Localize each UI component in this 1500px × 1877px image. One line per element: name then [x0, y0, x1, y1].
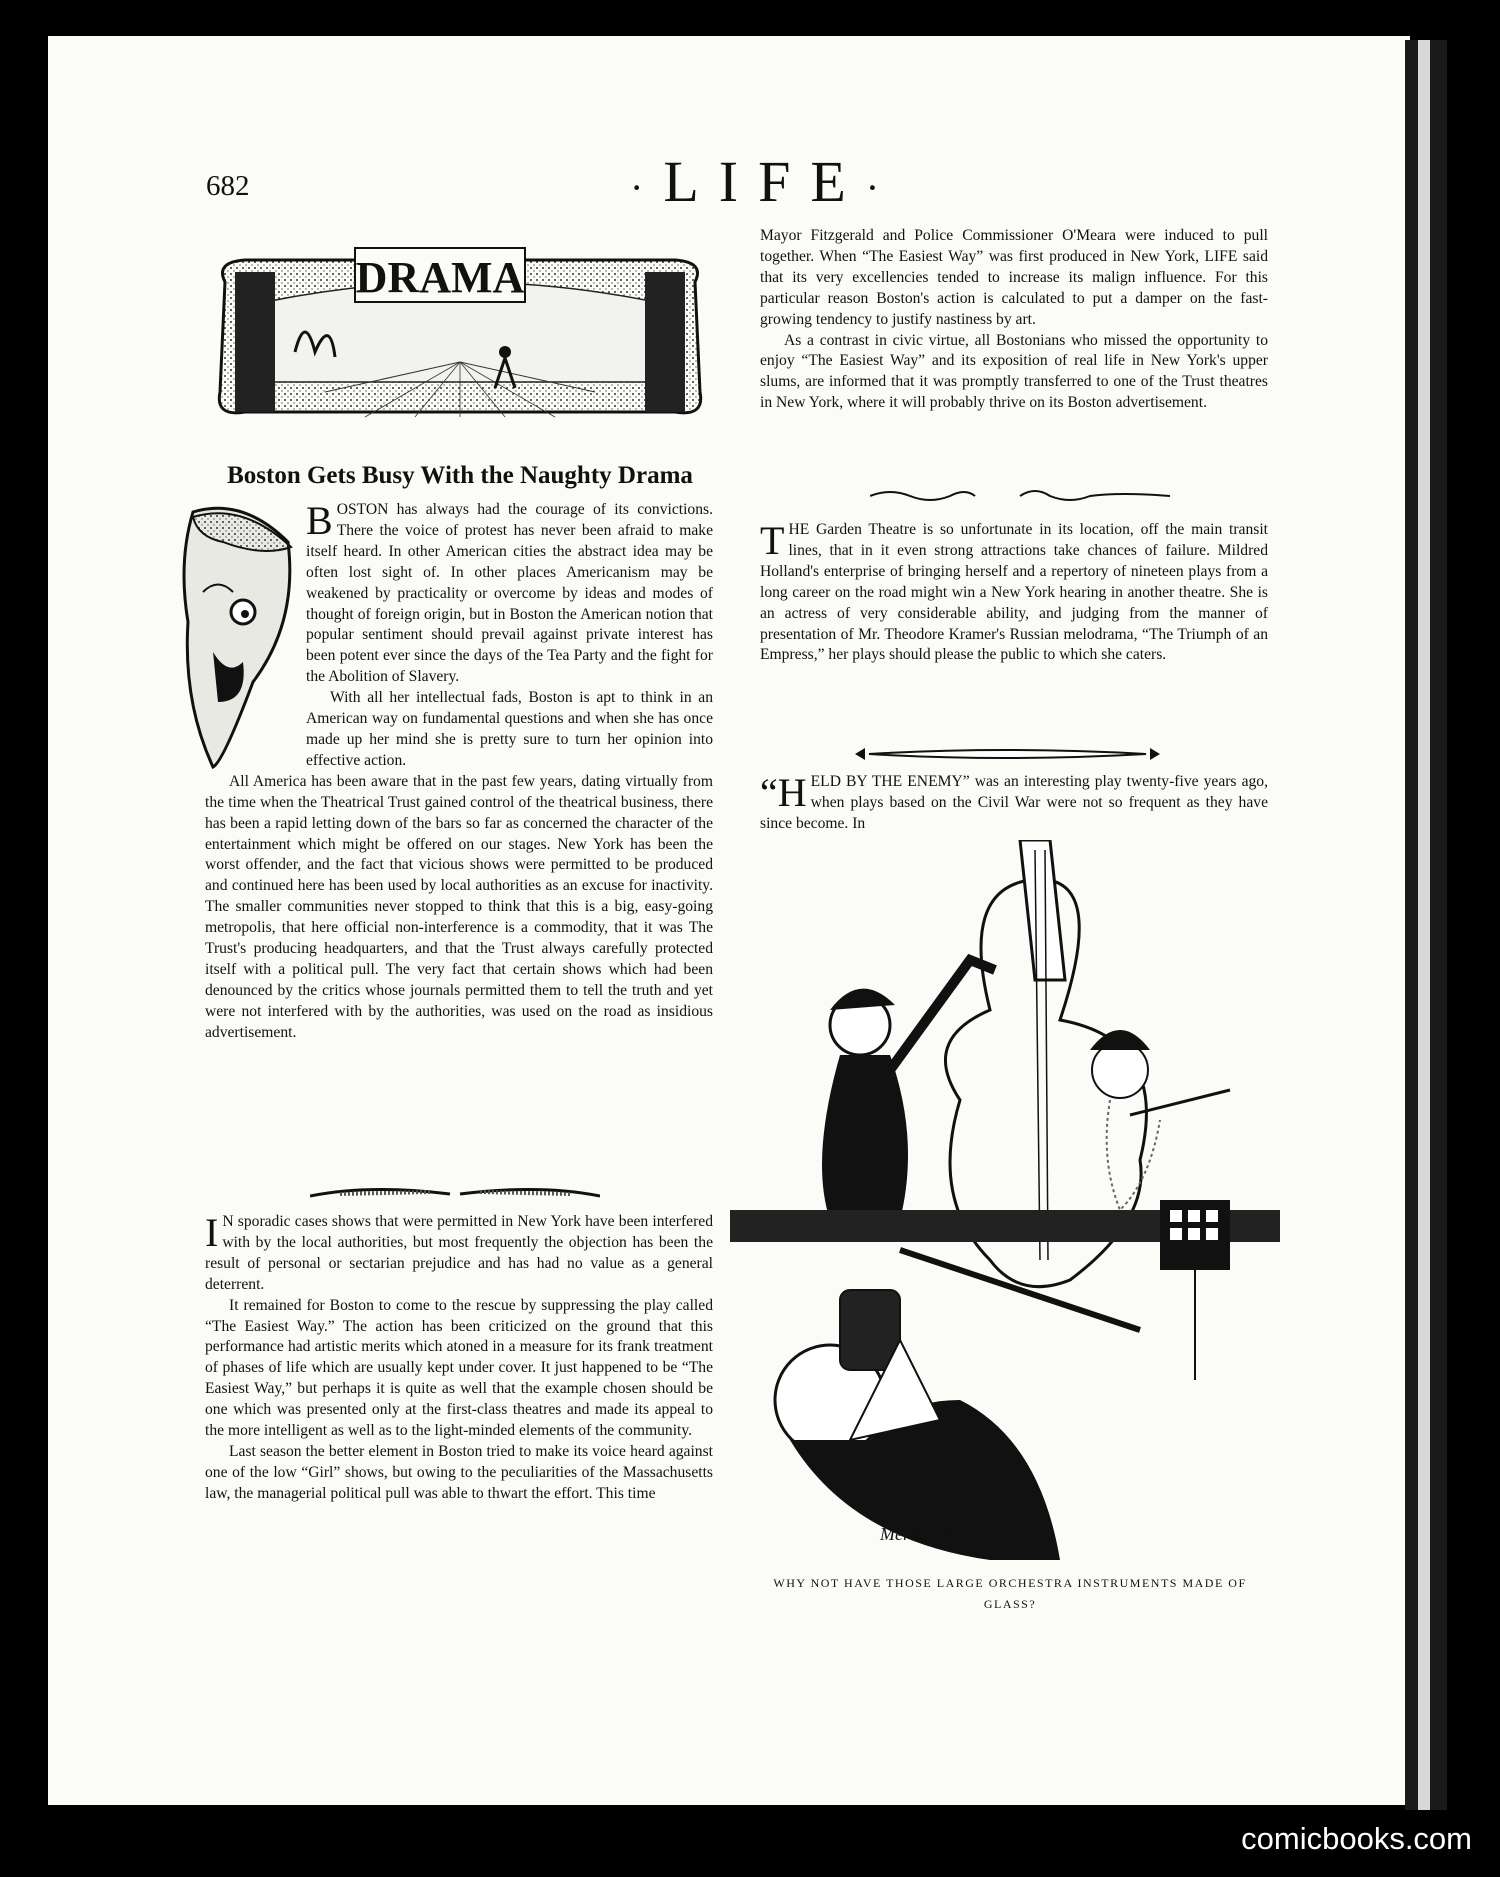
masthead-dot-left: · [630, 165, 664, 211]
watermark-brand: comicbooks.com [1241, 1821, 1472, 1856]
dropcap-b: B [306, 498, 333, 543]
illustration-caption: WHY NOT HAVE THOSE LARGE ORCHESTRA INSTRUMENTS MADE OF GLASS? [773, 1576, 1247, 1611]
page-gutter [1418, 40, 1430, 1810]
caricature-mask-illustration [173, 502, 298, 770]
dropcap-i: I [205, 1210, 219, 1255]
masthead-dot-right: · [865, 165, 900, 211]
ornamental-divider [310, 1180, 600, 1204]
right-para-1: Mayor Fitzgerald and Police Commissioner O'Meara were induced to pull together. When “The Easiest Way” was first produced in New York, LIFE said that its very excellencies tended to increase its malign influence. For this particular reason Boston's action is calculated to put a damper on the fast-growing tendency to justify nastiness by art. [760, 227, 1268, 328]
left-column-top [205, 500, 713, 1044]
left-para-4: N sporadic cases shows that were permitted in New York have been interfered with by the local authorities, but most frequently the objection has been the result of personal or sectarian prejudice and has had no value as a general deterrent. [205, 1213, 713, 1293]
right-column-top [760, 226, 1268, 414]
dropcap-t: T [760, 518, 785, 563]
left-para-6: Last season the better element in Boston tried to make its voice heard against one of the low “Girl” shows, but owing to the peculiarities of the Massachusetts law, the managerial political pull was able to thwart the effort. This time [205, 1442, 713, 1502]
arrow-divider [855, 744, 1160, 764]
right-para-3: HE Garden Theatre is so unfortunate in its location, off the main transit lines, that in it even strong attractions take chances of failure. Mildred Holland's enterprise of bringing herself and a repertory of nineteen plays from a long career on the road might win a New York hearing in another theatre. She is an actress of very considerable ability, and judging from the manner of presentation of Mr. Theodore Kramer's Russian melodrama, “The Triumph of an Empress,” her plays should please the public to which she caters. [760, 521, 1268, 664]
orchestra-cartoon-illustration [730, 840, 1290, 1570]
left-column-bottom [205, 1212, 713, 1505]
left-para-3: All America has been aware that in the past few years, dating virtually from the time when the Theatrical Trust gained control of the theatrical business, there has been a rapid letting down of the bars so far as concerned the character of the entertainment which might be offered on our stages. New York has been the worst offender, and the fact that vicious shows were permitted to be produced and continued here has been used by local authorities as an excuse for inactivity. The smaller communities never stopped to think that this is a big, easy-going metropolis, that here official non-interference is a commodity, that it was The Trust's producing headquarters, and that the Trust always carefully protected itself with a political pull. The very fact that certain shows which had been denounced by the critics whose journals permitted them to tell the truth and yet were not interfered with by the authorities, was used on the road as insidious advertisement. [205, 772, 713, 1041]
left-para-5: It remained for Boston to come to the rescue by suppressing the play called “The Easiest Way.” The action has been criticized on the ground that this performance had artistic merits which atoned in a measure for its frank treatment of phases of life which are usually kept under cover. It just happened to be “The Easiest Way,” but perhaps it is quite as well that the example chosen should be one which was presented only at the first-class theatres and made its appeal to the more intelligent as well as to the light-minded elements of the community. [205, 1296, 713, 1440]
right-column-middle [760, 520, 1268, 666]
masthead-title: LIFE [663, 149, 866, 214]
left-para-2: With all her intellectual fads, Boston is apt to think in an American way on fundamental questions and when she has once made up her mind she is pretty sure to turn her opinion into effective action. [306, 689, 713, 769]
squiggle-divider [870, 486, 1170, 506]
left-para-1: OSTON has always had the courage of its convictions. There the voice of protest has never been afraid to make itself heard. In other American cities the abstract idea may be often lost sight of. In other places Americanism may be weakened by practicality or overcome by ideas and modes of thought of foreign origin, but in Boston the American notion that popular sentiment should prevail against private interest has been potent ever since the days of the Tea Party and the fight for the Abolition of Slavery. [306, 501, 713, 686]
right-column-bottom [760, 772, 1268, 835]
banner-title: DRAMA [355, 253, 525, 302]
dropcap-h: “H [760, 770, 807, 815]
right-para-2: As a contrast in civic virtue, all Bostonians who missed the opportunity to enjoy “The Easiest Way” and its exposition of real life in New York's upper slums, are informed that it was promptly transferred to one of the Trust theatres in New York, where it will probably thrive on its Boston advertisement. [760, 331, 1268, 412]
right-para-4: ELD BY THE ENEMY” was an interesting play twenty-five years ago, when plays based on the Civil War were not so frequent as they have since become. In [760, 773, 1268, 832]
artist-signature: Merle Johnson [880, 1524, 988, 1544]
article-headline: Boston Gets Busy With the Naughty Drama [227, 462, 693, 489]
masthead [630, 148, 899, 215]
page-number: 682 [206, 170, 250, 202]
drama-banner-illustration [205, 242, 715, 430]
